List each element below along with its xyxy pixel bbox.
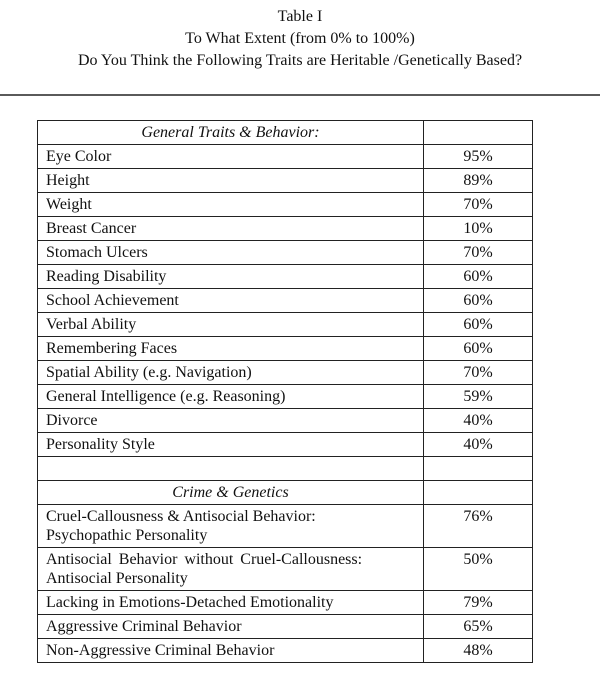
value-cell: 60% (424, 289, 533, 313)
value-cell: 76% (424, 505, 533, 548)
trait-cell: Stomach Ulcers (38, 241, 424, 265)
trait-line-1: Cruel-Callousness & Antisocial Behavior: (46, 508, 316, 525)
blank-row (38, 457, 533, 481)
table-row (38, 361, 533, 385)
trait-cell: Divorce (38, 409, 424, 433)
value-cell: 59% (424, 385, 533, 409)
table-row (38, 169, 533, 193)
section-header-row (38, 121, 533, 145)
trait-cell: Personality Style (38, 433, 424, 457)
trait-cell: Aggressive Criminal Behavior (38, 615, 424, 639)
section-heading-general: General Traits & Behavior: (38, 121, 424, 145)
table-row (38, 409, 533, 433)
trait-cell (38, 548, 424, 591)
table-row (38, 548, 533, 591)
table-row (38, 615, 533, 639)
value-cell: 50% (424, 548, 533, 591)
table-row (38, 241, 533, 265)
value-cell: 40% (424, 409, 533, 433)
trait-cell: General Intelligence (e.g. Reasoning) (38, 385, 424, 409)
value-cell: 89% (424, 169, 533, 193)
section-header-row (38, 481, 533, 505)
table-row (38, 639, 533, 663)
section-value-empty (424, 121, 533, 145)
title-line-2: To What Extent (from 0% to 100%) (185, 30, 415, 47)
table-row (38, 433, 533, 457)
table-row (38, 337, 533, 361)
trait-cell: Lacking in Emotions-Detached Emotionality (38, 591, 424, 615)
value-cell: 79% (424, 591, 533, 615)
value-cell: 65% (424, 615, 533, 639)
value-cell: 70% (424, 193, 533, 217)
table-row (38, 385, 533, 409)
table-row (38, 265, 533, 289)
trait-cell: School Achievement (38, 289, 424, 313)
value-cell: 60% (424, 265, 533, 289)
title-line-3: Do You Think the Following Traits are Heritable /Genetically Based? (77, 52, 523, 69)
value-cell: 70% (424, 361, 533, 385)
table-row (38, 591, 533, 615)
value-cell: 10% (424, 217, 533, 241)
trait-cell: Weight (38, 193, 424, 217)
value-cell: 70% (424, 241, 533, 265)
trait-line-2: Psychopathic Personality (46, 527, 208, 544)
value-cell: 95% (424, 145, 533, 169)
table-row (38, 289, 533, 313)
section-heading-crime: Crime & Genetics (38, 481, 424, 505)
blank-cell (424, 457, 533, 481)
trait-line-2: Antisocial Personality (46, 570, 188, 587)
table-row (38, 505, 533, 548)
trait-cell: Breast Cancer (38, 217, 424, 241)
table-row (38, 145, 533, 169)
blank-cell (38, 457, 424, 481)
title-line-1: Table I (277, 8, 323, 25)
trait-cell: Eye Color (38, 145, 424, 169)
value-cell: 48% (424, 639, 533, 663)
table-title (0, 6, 600, 72)
trait-cell: Non-Aggressive Criminal Behavior (38, 639, 424, 663)
value-cell: 60% (424, 337, 533, 361)
trait-cell: Remembering Faces (38, 337, 424, 361)
table-row (38, 193, 533, 217)
trait-cell: Verbal Ability (38, 313, 424, 337)
trait-line-1: Antisocial Behavior without Cruel-Callousness: (46, 551, 363, 568)
section-value-empty (424, 481, 533, 505)
table-row (38, 313, 533, 337)
value-cell: 40% (424, 433, 533, 457)
trait-cell (38, 505, 424, 548)
trait-cell: Height (38, 169, 424, 193)
value-cell: 60% (424, 313, 533, 337)
trait-cell: Reading Disability (38, 265, 424, 289)
trait-cell: Spatial Ability (e.g. Navigation) (38, 361, 424, 385)
horizontal-rule (0, 94, 600, 96)
heritability-table (37, 120, 533, 663)
table-row (38, 217, 533, 241)
